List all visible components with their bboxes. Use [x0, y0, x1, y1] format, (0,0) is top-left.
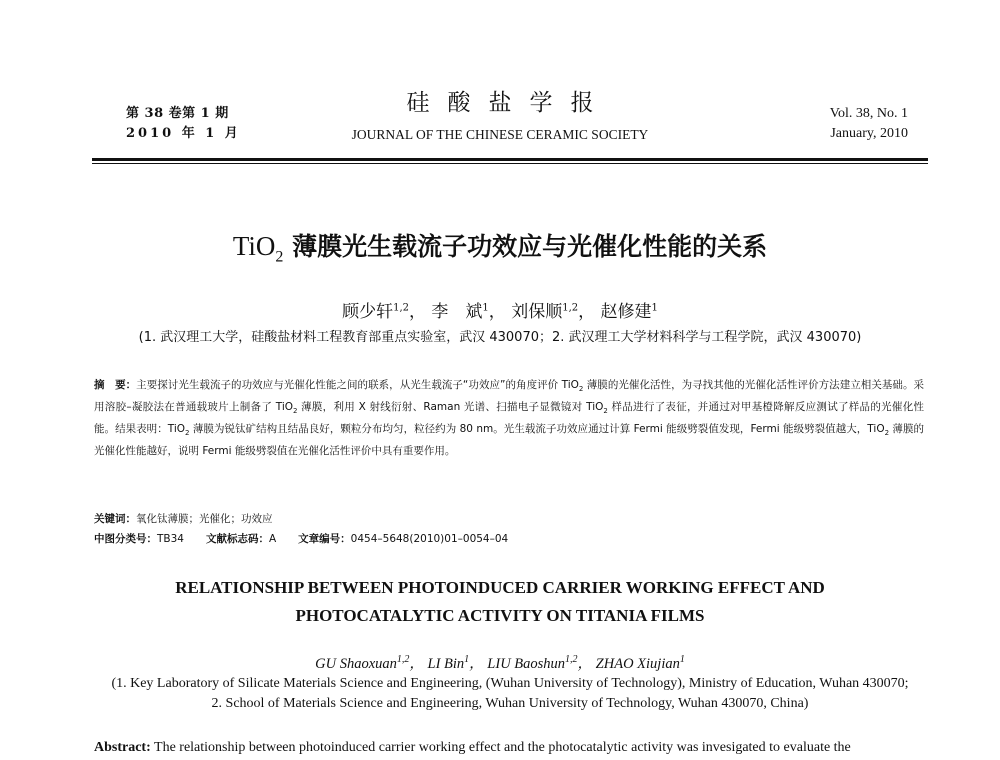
journal-name-cn: 硅酸盐学报: [406, 90, 612, 116]
author-en: LI Bin$^1$，: [427, 654, 484, 672]
running-header: [92, 88, 908, 154]
paper-title-en: [0, 574, 1000, 630]
clc-label: 中图分类号：: [94, 533, 157, 545]
paper-title-cn: [0, 228, 1000, 275]
abstract-en: [94, 738, 926, 758]
volume-issue-cn: 第 38 卷第 1 期: [126, 106, 229, 121]
authors-cn: [0, 296, 1000, 324]
journal-name: [292, 88, 708, 144]
clc-value: TB34: [157, 533, 184, 545]
author-cn: 李 斌$^1$，: [431, 301, 506, 322]
abstract-cn: 摘 要：主要探讨光生载流子的功效应与光催化性能之间的联系，从光生载流子“功效应”的角度评价 TiO$_2$ 薄膜的光催化活性，为寻找其他的光催化活性评价方法建立相关基础。采用溶胶–凝胶法在普通载玻片上制备了 TiO$_2$ 薄膜，利用 X 射线衍射、Raman 光谱、扫描电子显微镜对 TiO$_2$ 样品进行了表征，并通过对甲基橙降解反应测试了样品的光催化性能。结果表明：TiO$_2$ 薄膜为锐钛矿结构且结晶良好，颗粒分布均匀，粒径约为 80 nm。光生载流子功效应通过计算 Fermi 能级劈裂值发现，Fermi 能级劈裂值越大，TiO$_2$ 薄膜的光催化性能越好，说明 Fermi 能级劈裂值在光催化活性评价中具有重要作用。: [94, 379, 925, 458]
classification-line: [94, 530, 508, 548]
author-cn: 刘保顺$^{1,2}$，: [511, 301, 596, 322]
journal-name-en: JOURNAL OF THE CHINESE CERAMIC SOCIETY: [351, 127, 649, 142]
keywords-cn: [94, 510, 273, 528]
date-cn: 2010 年 1 月: [126, 126, 241, 141]
author-en: GU Shaoxuan$^{1,2}$，: [315, 654, 424, 672]
affiliation-cn: (1. 武汉理工大学，硅酸盐材料工程教育部重点实验室，武汉 430070；2. 武汉理工大学材料科学与工程学院，武汉 430070): [138, 330, 862, 345]
volume-issue-en: Vol. 38, No. 1: [829, 106, 908, 121]
title-text-cn: 薄膜光生载流子功效应与光催化性能的关系: [283, 232, 768, 261]
abstract-text-en: The relationship between photoinduced carrier working effect and the photocatalytic activity was invesigated to evaluate the: [150, 740, 851, 755]
doc-code-label: 文献标志码：: [205, 533, 269, 545]
abstract-label-cn: 摘 要：: [94, 379, 137, 391]
header-rule-thick: [92, 158, 928, 161]
author-en: LIU Baoshun$^{1,2}$，: [487, 654, 593, 672]
doc-code-value: A: [268, 533, 277, 545]
abstract-label-en: Abstract:: [94, 740, 151, 755]
title-formula: TiO$_2$: [232, 231, 284, 266]
title-en-line-2: PHOTOCATALYTIC ACTIVITY ON TITANIA FILMS: [295, 606, 705, 625]
header-right: [830, 104, 908, 144]
author-cn: 顾少轩$^{1,2}$，: [342, 301, 427, 322]
author-en: ZHAO Xiujian$^1$: [595, 654, 685, 672]
header-rule-thin: [92, 163, 928, 164]
header-left: [126, 104, 241, 144]
affiliation-en: (1. Key Laboratory of Silicate Materials Science and Engineering, (Wuhan University of Technology), Ministry of Education, Wuhan 430070; 2. School of Materials Science and Engineering, Wuhan University of Technology, Wuhan 430070, China): [111, 676, 909, 711]
keywords-value: 氧化钛薄膜；光催化；功效应: [136, 513, 273, 525]
keywords-label: 关键词：: [94, 513, 136, 525]
date-en: January, 2010: [830, 126, 908, 141]
title-en-line-1: RELATIONSHIP BETWEEN PHOTOINDUCED CARRIER WORKING EFFECT AND: [175, 578, 825, 597]
authors-en: [0, 650, 1000, 674]
article-id-label: 文章编号：: [298, 533, 351, 545]
article-id-value: 0454–5648(2010)01–0054–04: [350, 533, 509, 545]
author-cn: 赵修建$^1$: [600, 301, 658, 322]
